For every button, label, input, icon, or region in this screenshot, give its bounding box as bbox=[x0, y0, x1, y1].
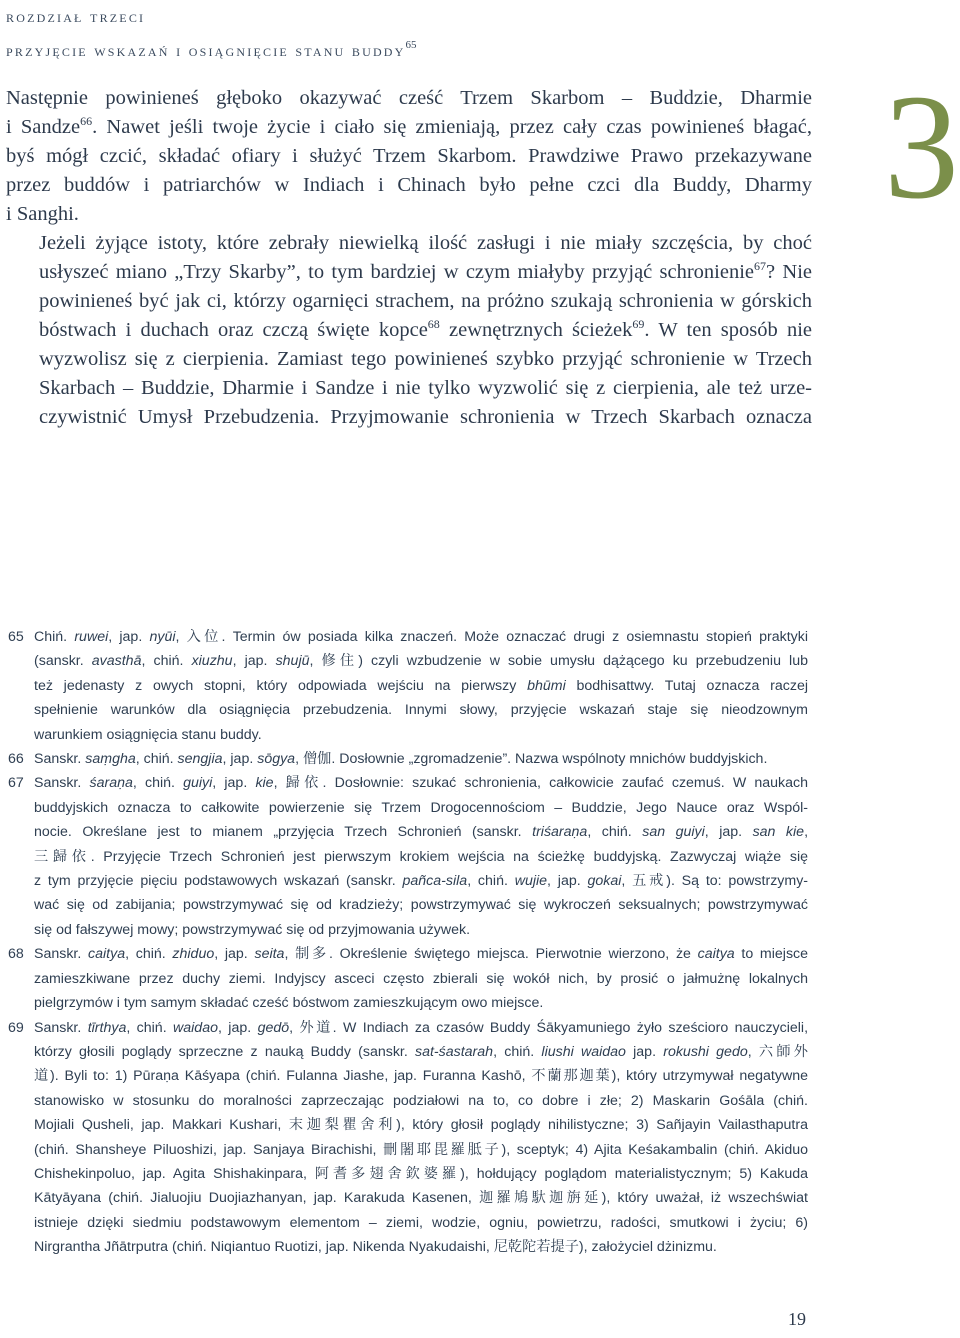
text-line: Chishekinpoluo, jap. Agita Shishakinpara, 阿耆多翅舍欽婆羅), hołdujący poglądom materialistycznym; 5) Kakuda bbox=[34, 1165, 808, 1182]
text-line: Nirgrantha Jñātrputra (chiń. Niqiantuo Ruotizi, jap. Nikenda Nyakudaishi, 尼乾陀若提子), założyciel dżinizmu. bbox=[34, 1239, 717, 1256]
text-line: (sanskr. avasthā, chiń. xiuzhu, jap. shujū, 修住) czyli wzbudzenie w sobie umysłu dążącego ku przebudzeniu lub bbox=[34, 653, 808, 670]
text-line: Sanskr. caitya, chiń. zhiduo, jap. seita, 制多. Określenie świętego miejsca. Pierwotnie wierzono, że caitya to miejsce bbox=[34, 946, 809, 963]
text-line: Skarbach – Buddzie, Dharmie i Sandze i nie tylko wyzwolić się z cierpienia, ale też urze- bbox=[39, 377, 812, 399]
text-line: też jedenasty z owych stopni, który odpowiada wejściu na pierwszy bhūmi bodhisattwy. Tutaj oznacza raczej bbox=[34, 677, 808, 694]
text-line: nocie. Określane jest to mianem „przyjęcia Trzech Schronień (sanskr. triśaraṇa, chiń. san guiyi, jap. san kie, bbox=[34, 824, 809, 841]
footnote-ref: 69 bbox=[632, 317, 645, 331]
text-line: istnieje dzięki siedmiu podstawowym elementom – ziemi, wodzie, ogniu, powietrzu, radości, smutkowi i życiu; 6) bbox=[34, 1214, 808, 1231]
footnote-66 bbox=[8, 747, 808, 771]
text-line: Kātyāyana (chiń. Jialuojiu Duojiazhanyan, jap. Karakuda Kasenen, 迦羅鳩馱迦旃延), który uważał, iż wszechświat bbox=[34, 1190, 808, 1207]
footnote-ref: 68 bbox=[427, 317, 440, 331]
main-text bbox=[6, 84, 812, 432]
text-line: stanowisko w stosunku do moralności zaprzeczając podziałowi na to, co dobre i złe; 2) Maskarin Gośāla (chiń. bbox=[34, 1092, 808, 1109]
text-line: Chiń. ruwei, jap. nyūi, 入位. Termin ów posiada kilka znaczeń. Może oznaczać drugi z osiemnastu stopień praktyki bbox=[34, 629, 808, 645]
footnote-number: 69 bbox=[8, 1019, 24, 1036]
text-line: Mojiali Qusheli, jap. Makkari Kushari, 末迦梨瞿舍利), który głosił poglądy nihilistyczne; 3) Sañjayin Vailasthaputra bbox=[34, 1117, 808, 1134]
footnote-68 bbox=[8, 942, 808, 1015]
text-line: wyzwolisz się z cierpienia. Zamiast tego powinieneś szybko przyjąć schronienie w Trzech bbox=[39, 348, 812, 370]
text-line: warunkiem osiągnięcia stanu buddy. bbox=[34, 726, 262, 743]
text-line: pielgrzymów i tym samym składać cześć bóstwom zamieszkującym owo miejsce. bbox=[34, 995, 544, 1012]
footnote-ref: 66 bbox=[80, 114, 93, 128]
text-line: spełnienie warunków dla osiągnięcia przebudzenia. Innymi słowy, przyjęcie wskazań staje się nieodzownym bbox=[34, 702, 808, 719]
text-line: i Sanghi. bbox=[6, 203, 79, 225]
text-line: usłyszeć miano „Trzy Skarby”, to tym bardziej w czym miałyby przyjąć schronienie$^{67}$? Nie bbox=[39, 259, 812, 283]
footnote-number: 67 bbox=[8, 775, 24, 792]
footnote-number: 66 bbox=[8, 751, 24, 768]
text-line: wać się od zabijania; powstrzymywać się od kradzieży; powstrzymywać się wykroczeń seksualnych; powstrzymywać bbox=[34, 897, 808, 914]
text-line: czywistnić Umysł Przebudzenia. Przyjmowanie schronienia w Trzech Skarbach oznacza bbox=[39, 406, 812, 428]
text-line: Sanskr. saṃgha, chiń. sengjia, jap. sōgya, 僧伽. Dosłownie „zgromadzenie”. Nazwa wspólnoty mnichów buddyjskich. bbox=[34, 751, 768, 768]
text-line: byś mógł czcić, składać ofiary i służyć Trzem Skarbom. Prawdziwe Prawo przekazywane bbox=[6, 145, 812, 167]
page-number: 19 bbox=[788, 1309, 806, 1329]
chapter-title: rozdział trzeci bbox=[6, 7, 146, 26]
text-line: 道). Byli to: 1) Pūraṇa Kāśyapa (chiń. Fulanna Jiashe, jap. Furanna Kashō, 不蘭那迦葉), który utrzymywał negatywne bbox=[34, 1068, 808, 1085]
text-line: się od fałszywej mowy; powstrzymywać się od przyjmowania używek. bbox=[34, 921, 471, 938]
text-line: przez buddów i patriarchów w Indiach i Chinach było pełne czci dla Buddy, Dharmy bbox=[6, 174, 812, 196]
paragraph bbox=[6, 84, 812, 229]
text-line: bóstwach i duchach oraz czczą święte kopce$^{68}$ zewnętrznych ścieżek$^{69}$. W ten sposób nie bbox=[39, 317, 813, 341]
text-line: 三歸依. Przyjęcie Trzech Schronień jest pierwszym krokiem wejścia na ścieżkę buddyjską. Zazwyczaj wiąże się bbox=[34, 848, 808, 865]
footnotes bbox=[8, 625, 808, 1260]
paragraph bbox=[6, 229, 812, 432]
footnote-number: 68 bbox=[8, 946, 24, 963]
footnote-ref: 65 bbox=[405, 39, 417, 51]
footnote-65 bbox=[8, 625, 808, 747]
text-line: Sanskr. śaraṇa, chiń. guiyi, jap. kie, 歸依. Dosłownie: szukać schronienia, całkowicie zaufać czemuś. W naukach bbox=[34, 775, 809, 792]
section-title: przyjęcie wskazań i osiągnięcie stanu buddy$^{65}$ bbox=[6, 39, 417, 60]
footnote-ref: 67 bbox=[754, 259, 767, 273]
text-line: (chiń. Shansheye Piluoshizi, jap. Sanjaya Birachishi, 刪闍耶毘羅胝子), sceptyk; 4) Ajita Keśakambalin (chiń. Akiduo bbox=[34, 1141, 808, 1158]
chapter-number: 3 bbox=[884, 64, 959, 230]
text-line: zamieszkiwane przez duchy ziemi. Indyjscy asceci często zbierali się wokół nich, by prosić o jałmużnę lokalnych bbox=[34, 970, 808, 987]
footnote-67 bbox=[8, 771, 808, 942]
text-line: którzy głosili poglądy sprzeczne z nauką Buddy (sanskr. sat-śastarah, chiń. liushi waidao jap. rokushi gedo, 六師外 bbox=[34, 1043, 808, 1060]
text-line: buddyjskich oznacza to całkowite powierzenie się Trzem Drogocennościom – Buddzie, Jego Nauce oraz Wspól- bbox=[34, 799, 808, 816]
text-line: z tym przyjęcie pięciu podstawowych wskazań (sanskr. pañca-sila, chiń. wujie, jap. gokai, 五戒). Są to: powstrzymy- bbox=[34, 873, 809, 890]
text-line: Jeżeli żyjące istoty, które zebrały niewielką ilość zasługi i nie miały szczęścia, by choć bbox=[39, 232, 812, 254]
footnote-number: 65 bbox=[8, 629, 24, 645]
text-line: Następnie powinieneś głęboko okazywać cześć Trzem Skarbom – Buddzie, Dharmie bbox=[6, 87, 812, 109]
running-header bbox=[6, 2, 417, 65]
text-line: i Sandze$^{66}$. Nawet jeśli twoje życie i ciało się zmieniają, przez cały czas powinieneś błagać, bbox=[6, 114, 812, 138]
footnote-69 bbox=[8, 1016, 808, 1260]
text-line: powinieneś być jak ci, którzy ogarnięci strachem, na próżno szukają schronienia w górskich bbox=[39, 290, 812, 312]
text-line: Sanskr. tīrthya, chiń. waidao, jap. gedō, 外道. W Indiach za czasów Buddy Śākyamuniego żyło sześcioro nauczycieli, bbox=[34, 1019, 809, 1036]
